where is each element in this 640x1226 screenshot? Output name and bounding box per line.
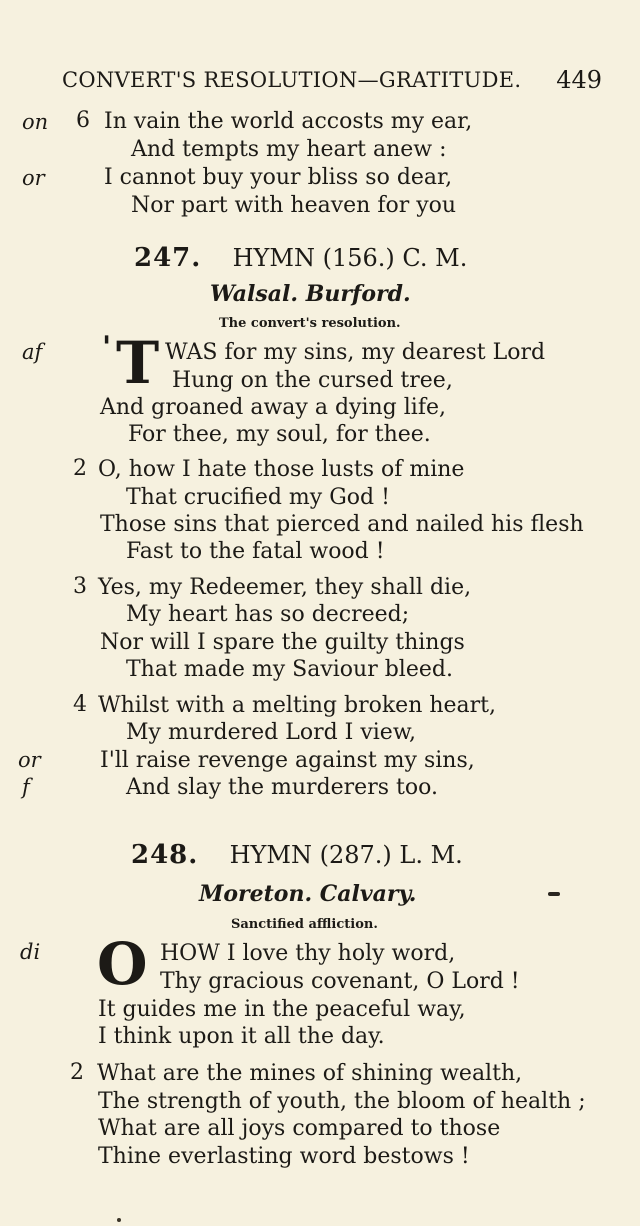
verse-line: Yes, my Redeemer, they shall die, <box>98 575 472 600</box>
tune-names: Moreton. Calvary. <box>199 881 417 907</box>
verse-number: 2 <box>70 1060 84 1085</box>
verse-line: WAS for my sins, my dearest Lord <box>165 340 546 365</box>
running-header-title: CONVERT'S RESOLUTION—GRATITUDE. <box>62 68 522 92</box>
verse-line: In vain the world accosts my ear, <box>104 109 473 134</box>
verse-line: The strength of youth, the bloom of health ; <box>98 1089 586 1114</box>
margin-note: or <box>18 748 41 772</box>
verse-line: Nor will I spare the guilty things <box>100 630 465 655</box>
verse-line: HOW I love thy holy word, <box>160 941 456 966</box>
verse-line: I cannot buy your bliss so dear, <box>104 165 453 190</box>
hymn-subtitle: The convert's resolution. <box>219 316 401 331</box>
verse-number: 4 <box>73 692 87 717</box>
verse-line: Thine everlasting word bestows ! <box>98 1144 470 1169</box>
verse-number: 6 <box>76 108 90 133</box>
verse-line: What are all joys compared to those <box>98 1116 501 1141</box>
verse-line: And tempts my heart anew : <box>131 137 447 162</box>
verse-line: Those sins that pierced and nailed his flesh <box>100 512 584 537</box>
verse-line: It guides me in the peaceful way, <box>98 997 466 1022</box>
tune-names: Walsal. Burford. <box>210 281 411 307</box>
margin-note: on <box>22 110 49 134</box>
hymn-heading <box>131 840 463 870</box>
verse-line: O, how I hate those lusts of mine <box>98 457 465 482</box>
margin-note: or <box>22 166 45 190</box>
page-number: 449 <box>556 66 602 94</box>
drop-cap: O <box>97 930 148 998</box>
print-blemish <box>117 1218 121 1222</box>
opening-quote: ' <box>102 330 112 365</box>
verse-line: My murdered Lord I view, <box>126 720 417 745</box>
verse-line: What are the mines of shining wealth, <box>97 1061 523 1086</box>
verse-line: Fast to the fatal wood ! <box>126 539 385 564</box>
verse-line: Whilst with a melting broken heart, <box>98 693 497 718</box>
hymn-title: HYMN (287.) L. M. <box>229 841 463 869</box>
margin-note: di <box>20 940 41 964</box>
verse-line: And slay the murderers too. <box>126 775 438 800</box>
verse-line: For thee, my soul, for thee. <box>128 422 431 447</box>
verse-line: Hung on the cursed tree, <box>172 368 453 393</box>
verse-line: That made my Saviour bleed. <box>126 657 453 682</box>
verse-line: Nor part with heaven for you <box>131 193 457 218</box>
hymn-heading <box>134 243 467 273</box>
verse-line: I think upon it all the day. <box>98 1024 385 1049</box>
verse-number: 3 <box>73 574 87 599</box>
hymn-number: 248. <box>131 840 199 870</box>
hymn-subtitle: Sanctified affliction. <box>231 917 378 932</box>
margin-note: af <box>22 340 43 364</box>
verse-line: Thy gracious covenant, O Lord ! <box>160 969 520 994</box>
verse-line: That crucified my God ! <box>126 485 390 510</box>
verse-line: And groaned away a dying life, <box>100 395 446 420</box>
drop-cap: T <box>116 329 160 397</box>
print-blemish <box>548 892 560 896</box>
verse-line: I'll raise revenge against my sins, <box>100 748 475 773</box>
hymn-title: HYMN (156.) C. M. <box>232 244 468 272</box>
margin-note: f <box>22 775 30 799</box>
hymn-number: 247. <box>134 243 202 273</box>
verse-line: My heart has so decreed; <box>126 602 410 627</box>
verse-number: 2 <box>73 456 87 481</box>
